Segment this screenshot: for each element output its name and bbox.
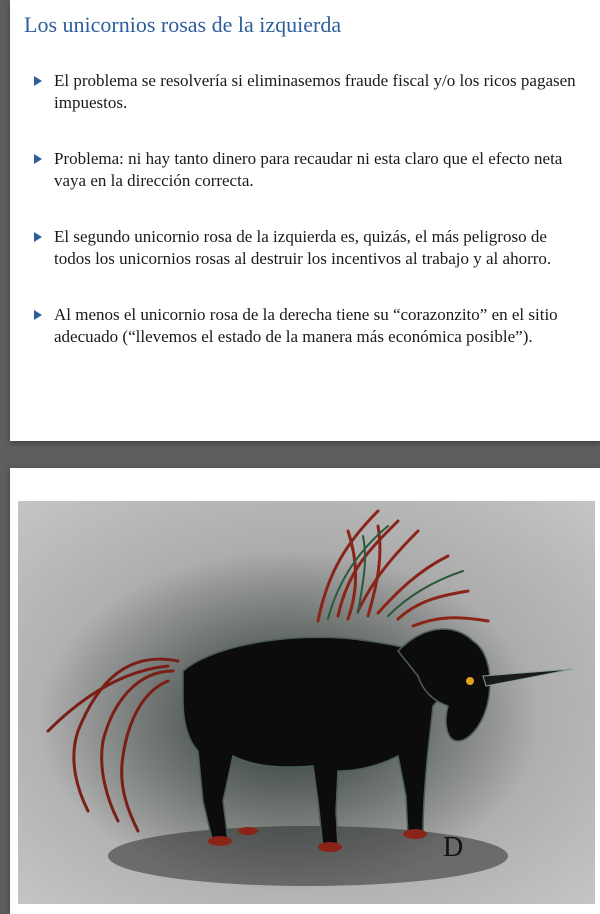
unicorn-image [18,501,595,904]
slide-1 [10,0,600,441]
triangle-bullet-icon [34,76,42,86]
triangle-bullet-icon [34,154,42,164]
bullet-text: Al menos el unicornio rosa de la derecha tiene su “corazonzito” en el sitio adecuado (“llevemos el estado de la manera más económica posible”). [54,305,558,346]
bullet-list [34,70,586,382]
slide-title: Los unicornios rosas de la izquierda [24,12,342,37]
bullet-text: Problema: ni hay tanto dinero para recaudar ni esta claro que el efecto neta vaya en la dirección correcta. [54,149,563,190]
triangle-bullet-icon [34,310,42,320]
bullet-item [34,304,586,348]
bullet-item [34,148,586,192]
bullet-text: El segundo unicornio rosa de la izquierda es, quizás, el más peligroso de todos los unicornios rosas al destruir los incentivos al trabajo y al ahorro. [54,227,552,268]
signature: D [443,832,464,863]
bullet-text: El problema se resolvería si eliminasemos fraude fiscal y/o los ricos pagasen impuestos. [54,71,576,112]
slide-2 [10,468,600,914]
bullet-item [34,70,586,114]
triangle-bullet-icon [34,232,42,242]
bullet-item [34,226,586,270]
black-unicorn-illustration [18,501,595,904]
